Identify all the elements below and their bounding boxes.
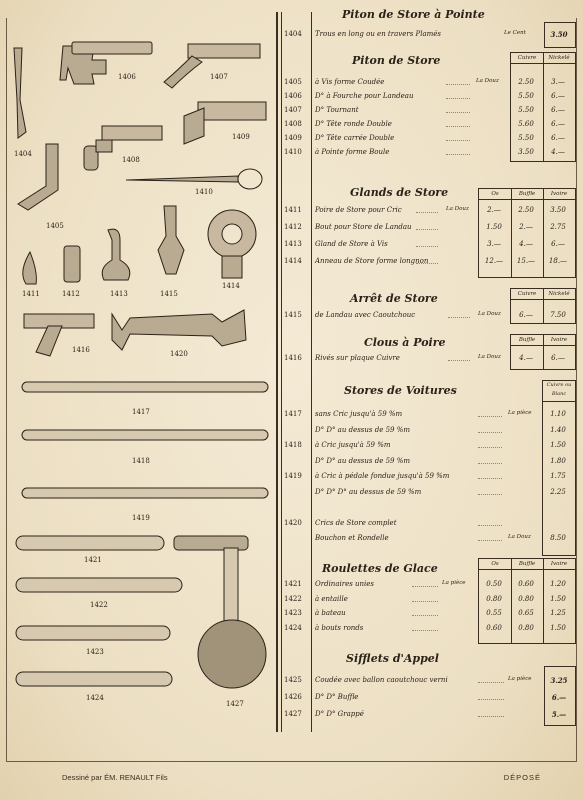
section-title: Roulettes de Glace — [322, 562, 438, 575]
figure-1420-drawing — [112, 310, 246, 350]
figure-1407-drawing — [164, 56, 202, 88]
item-price: 1.75 — [550, 472, 566, 480]
catalog-row — [282, 221, 578, 234]
item-price: 6.— — [551, 240, 565, 248]
column-header: Os — [479, 189, 511, 200]
item-description: de Landau avec Caoutchouc — [315, 311, 416, 319]
item-price: 0.80 — [518, 594, 534, 603]
figure-label-1422: 1422 — [90, 601, 108, 609]
leader-dots — [446, 84, 470, 85]
leader-dots — [412, 586, 438, 587]
item-unit: La pièce — [508, 676, 532, 682]
item-description: Bout pour Store de Landau — [315, 223, 412, 231]
item-number: 1411 — [284, 206, 302, 214]
item-unit: La Douz — [508, 534, 531, 540]
item-price: 3.50 — [550, 30, 568, 39]
item-description: à bouts ronds — [315, 623, 364, 632]
catalog-row — [282, 622, 578, 635]
item-description: à bateau — [315, 609, 346, 617]
column-header: Nickelé — [543, 53, 575, 64]
figure-1412-drawing — [64, 246, 80, 282]
figure-label-1427: 1427 — [226, 700, 244, 708]
figure-label-1410: 1410 — [195, 188, 213, 196]
item-price: 1.50 — [550, 441, 566, 449]
figure-label-1413: 1413 — [110, 290, 128, 298]
item-number: 1418 — [284, 441, 302, 449]
item-description: Anneau de Store forme longnon — [315, 257, 429, 265]
leader-dots — [446, 154, 470, 155]
item-price: 6.— — [551, 106, 565, 114]
item-price: 6.— — [551, 92, 565, 100]
catalog-row — [282, 532, 578, 545]
section-title: Arrêt de Store — [350, 292, 438, 305]
item-price: 18.— — [548, 257, 568, 265]
item-number: 1425 — [284, 676, 302, 684]
item-number: 1409 — [284, 134, 302, 142]
item-description: D° Tête carrée Double — [315, 134, 395, 142]
item-unit: La pièce — [508, 410, 532, 416]
item-unit: La pièce — [442, 580, 466, 586]
figure-label-1421: 1421 — [84, 556, 102, 564]
item-number: 1421 — [284, 580, 302, 588]
item-price: 2.— — [519, 223, 533, 231]
item-price: 5.50 — [518, 106, 534, 114]
item-number: 1427 — [284, 710, 302, 718]
figure-label-1415: 1415 — [160, 290, 178, 298]
item-price: 2.50 — [518, 206, 534, 214]
section-title: Piton de Store — [352, 54, 441, 67]
leader-dots — [416, 229, 438, 230]
catalog-row — [282, 439, 578, 452]
item-price: 2.75 — [550, 223, 566, 231]
catalog-row — [282, 352, 578, 365]
figure-label-1423: 1423 — [86, 648, 104, 656]
leader-dots — [478, 682, 504, 683]
catalog-row — [282, 76, 578, 89]
leader-dots — [412, 630, 438, 631]
figure-1417-drawing — [22, 382, 268, 392]
illustrations-panel — [8, 40, 278, 740]
item-description: Ordinaires unies — [315, 580, 375, 588]
page-frame-bottom — [6, 761, 577, 762]
leader-dots — [478, 478, 502, 479]
item-number: 1406 — [284, 92, 302, 100]
item-price: 1.20 — [550, 580, 566, 588]
figure-label-1424: 1424 — [86, 694, 104, 702]
item-price: 0.50 — [486, 580, 502, 588]
catalog-row — [282, 578, 578, 591]
figure-1423-drawing — [16, 626, 170, 640]
figure-label-1414: 1414 — [222, 282, 240, 290]
item-number: 1408 — [284, 120, 302, 128]
figure-1421-drawing — [16, 536, 164, 550]
figure-1413-drawing — [102, 229, 130, 280]
leader-dots — [448, 360, 470, 361]
column-header: Cuivre ou Blanc — [543, 381, 575, 402]
leader-dots — [478, 525, 502, 526]
item-price: 6.— — [551, 134, 565, 142]
item-price: 0.60 — [518, 580, 534, 588]
item-price: 1.80 — [550, 456, 566, 465]
catalog-row — [282, 204, 578, 217]
footer-credit: Dessiné par ÉM. RENAULT Fils — [62, 773, 168, 782]
item-price: 1.10 — [550, 410, 566, 418]
section-title: Sifflets d'Appel — [346, 652, 439, 665]
catalog-row — [282, 674, 578, 687]
section-title: Clous à Poire — [364, 336, 446, 349]
item-description: D° D° Buffle — [315, 693, 359, 701]
section-title: Piton de Store à Pointe — [342, 8, 485, 21]
catalog-row — [282, 146, 578, 159]
leader-dots — [478, 416, 502, 417]
leader-dots — [478, 716, 504, 717]
item-price: 4.— — [551, 148, 565, 156]
leader-dots — [478, 447, 502, 448]
leader-dots — [416, 263, 438, 264]
catalog-row — [282, 238, 578, 251]
item-price: 6.— — [519, 311, 533, 319]
catalog-row — [282, 90, 578, 103]
leader-dots — [446, 98, 470, 99]
catalog-row — [282, 104, 578, 117]
leader-dots — [478, 494, 502, 495]
leader-dots — [446, 126, 470, 127]
footer-depose: DÉPOSÉ — [503, 773, 541, 782]
item-price: 0.55 — [486, 609, 502, 617]
item-description: Bouchon et Rondelle — [315, 534, 389, 542]
item-description: D° D° Grappé — [315, 710, 364, 718]
catalog-row — [282, 408, 578, 421]
figure-1415-drawing — [158, 206, 184, 274]
catalog-row — [282, 470, 578, 483]
column-header: Ivoire — [543, 559, 575, 570]
column-header: Buffle — [511, 335, 543, 346]
section-title: Glands de Store — [350, 186, 449, 199]
item-price: 15.— — [516, 257, 536, 265]
item-price: 6.— — [551, 120, 565, 128]
item-price: 1.50 — [486, 223, 502, 231]
figure-1419-drawing — [22, 488, 268, 498]
item-price: 0.65 — [518, 609, 534, 617]
item-price: 0.80 — [486, 594, 502, 603]
figure-label-1406: 1406 — [118, 73, 136, 81]
catalog-row — [282, 691, 578, 704]
leader-dots — [412, 615, 438, 616]
item-unit: La Douz — [476, 78, 499, 84]
figure-1404-drawing — [14, 48, 26, 138]
item-description: Rivés sur plaque Cuivre — [315, 354, 400, 362]
item-description: D° D° au dessus de 59 %m — [315, 456, 410, 465]
figure-label-1411: 1411 — [22, 290, 40, 298]
catalog-row — [282, 118, 578, 131]
item-number: 1412 — [284, 223, 302, 231]
figure-label-1417: 1417 — [132, 408, 150, 416]
figure-label-1412: 1412 — [62, 290, 80, 298]
item-price: 4.— — [519, 240, 533, 248]
item-description: Gland de Store à Vis — [315, 240, 388, 248]
item-description: D° Tournant — [315, 106, 359, 114]
item-number: 1423 — [284, 609, 302, 617]
catalog-row — [282, 309, 578, 322]
figure-1410-drawing — [126, 176, 238, 182]
price-table — [542, 380, 576, 556]
item-price: 1.40 — [550, 425, 566, 434]
item-number: 1414 — [284, 257, 302, 265]
leader-dots — [478, 432, 502, 433]
item-number: 1407 — [284, 106, 302, 114]
item-description: à Vis forme Coudée — [315, 78, 385, 86]
item-number: 1413 — [284, 240, 302, 248]
column-header: Cuivre — [511, 53, 543, 64]
item-price: 8.50 — [550, 534, 566, 542]
figure-label-1416: 1416 — [72, 346, 90, 354]
item-description: Trous en long ou en travers Plamés — [315, 30, 442, 38]
item-description: D° à Fourche pour Landeau — [315, 92, 414, 100]
figure-label-1409: 1409 — [232, 133, 250, 141]
item-description: à Pointe forme Boule — [315, 148, 390, 156]
catalog-row — [282, 501, 578, 514]
column-header: Buffle — [511, 559, 543, 570]
catalog-row — [282, 255, 578, 268]
column-header: Os — [479, 559, 511, 570]
item-unit: La Douz — [478, 311, 501, 317]
item-number: 1424 — [284, 623, 302, 632]
figure-1418-drawing — [22, 430, 268, 440]
catalog-row — [282, 132, 578, 145]
item-number: 1426 — [284, 693, 302, 701]
column-header: Buffle — [511, 189, 543, 200]
item-description: D° D° au dessus de 59 %m — [315, 425, 410, 434]
catalog-row — [282, 593, 578, 606]
figure-1411-drawing — [23, 252, 37, 284]
item-number: 1420 — [284, 518, 302, 527]
item-number: 1422 — [284, 594, 302, 603]
item-number: 1405 — [284, 78, 302, 86]
section-title: Stores de Voitures — [344, 384, 457, 397]
item-unit: La Douz — [446, 206, 469, 212]
catalog-row — [282, 517, 578, 530]
column-header: Cuivre — [511, 289, 543, 300]
item-number: 1417 — [284, 410, 302, 418]
item-price: 6.— — [551, 354, 565, 362]
figure-1422-drawing — [16, 578, 182, 592]
item-description: Coudée avec ballon caoutchouc verni — [315, 676, 448, 684]
item-price: 3.— — [551, 78, 565, 86]
item-price: 5.— — [551, 710, 567, 719]
item-price: 2.— — [487, 206, 501, 214]
item-number: 1416 — [284, 354, 302, 362]
leader-dots — [448, 317, 470, 318]
figure-label-1419: 1419 — [132, 514, 150, 522]
item-description: sans Cric jusqu'à 59 %m — [315, 410, 403, 418]
item-price: 1.50 — [550, 623, 566, 632]
item-price: 2.50 — [518, 78, 534, 86]
catalog-row — [282, 455, 578, 468]
leader-dots — [416, 212, 438, 213]
catalog-row — [282, 708, 578, 721]
figure-label-1408: 1408 — [122, 156, 140, 164]
leader-dots — [446, 112, 470, 113]
column-header: Ivoire — [543, 335, 575, 346]
item-number: 1415 — [284, 311, 302, 319]
item-number: 1419 — [284, 472, 302, 480]
leader-dots — [412, 601, 438, 602]
item-price: 6.— — [551, 693, 567, 702]
leader-dots — [478, 699, 504, 700]
item-price: 12.— — [484, 257, 504, 265]
item-price: 5.60 — [518, 120, 534, 128]
figure-label-1405: 1405 — [46, 222, 64, 230]
column-header: Nickelé — [543, 289, 575, 300]
item-description: à Cric à pédale fondue jusqu'à 59 %m — [315, 472, 450, 480]
column-header: Ivoire — [543, 189, 575, 200]
item-description: à Cric jusqu'à 59 %m — [315, 441, 391, 449]
item-price: 5.50 — [518, 134, 534, 142]
catalog-row — [282, 607, 578, 620]
item-price: 3.25 — [550, 676, 568, 685]
item-price: 3.50 — [518, 148, 534, 156]
leader-dots — [478, 463, 502, 464]
item-number: 1404 — [284, 30, 302, 38]
item-unit: Le Cent — [504, 30, 526, 36]
item-price: 0.60 — [486, 623, 502, 632]
item-price: 2.25 — [550, 487, 566, 496]
item-price: 3.— — [487, 240, 501, 248]
figure-1416-drawing — [36, 326, 62, 356]
figure-label-1407: 1407 — [210, 73, 228, 81]
catalog-row — [282, 28, 578, 41]
leader-dots — [446, 140, 470, 141]
figure-label-1418: 1418 — [132, 457, 150, 465]
leader-dots — [478, 540, 502, 541]
leader-dots — [416, 246, 438, 247]
item-price: 3.50 — [550, 206, 566, 214]
figure-label-1404: 1404 — [14, 150, 32, 158]
catalog-row — [282, 424, 578, 437]
item-price: 1.50 — [550, 594, 566, 603]
item-price: 5.50 — [518, 92, 534, 100]
catalog-row — [282, 486, 578, 499]
item-price: 0.80 — [518, 623, 534, 632]
figure-1424-drawing — [16, 672, 172, 686]
item-price: 4.— — [519, 354, 533, 362]
item-description: Crics de Store complet — [315, 518, 397, 527]
figure-label-1420: 1420 — [170, 350, 188, 358]
item-price: 1.25 — [550, 609, 566, 617]
item-unit: La Douz — [478, 354, 501, 360]
item-description: D° D° D° au dessus de 59 %m — [315, 487, 422, 496]
figure-1409-drawing — [184, 108, 204, 144]
item-number: 1410 — [284, 148, 302, 156]
item-description: D° Tête ronde Double — [315, 120, 392, 128]
item-price: 7.50 — [550, 311, 566, 319]
item-description: Poire de Store pour Cric — [315, 206, 402, 214]
item-description: à entaille — [315, 594, 348, 603]
